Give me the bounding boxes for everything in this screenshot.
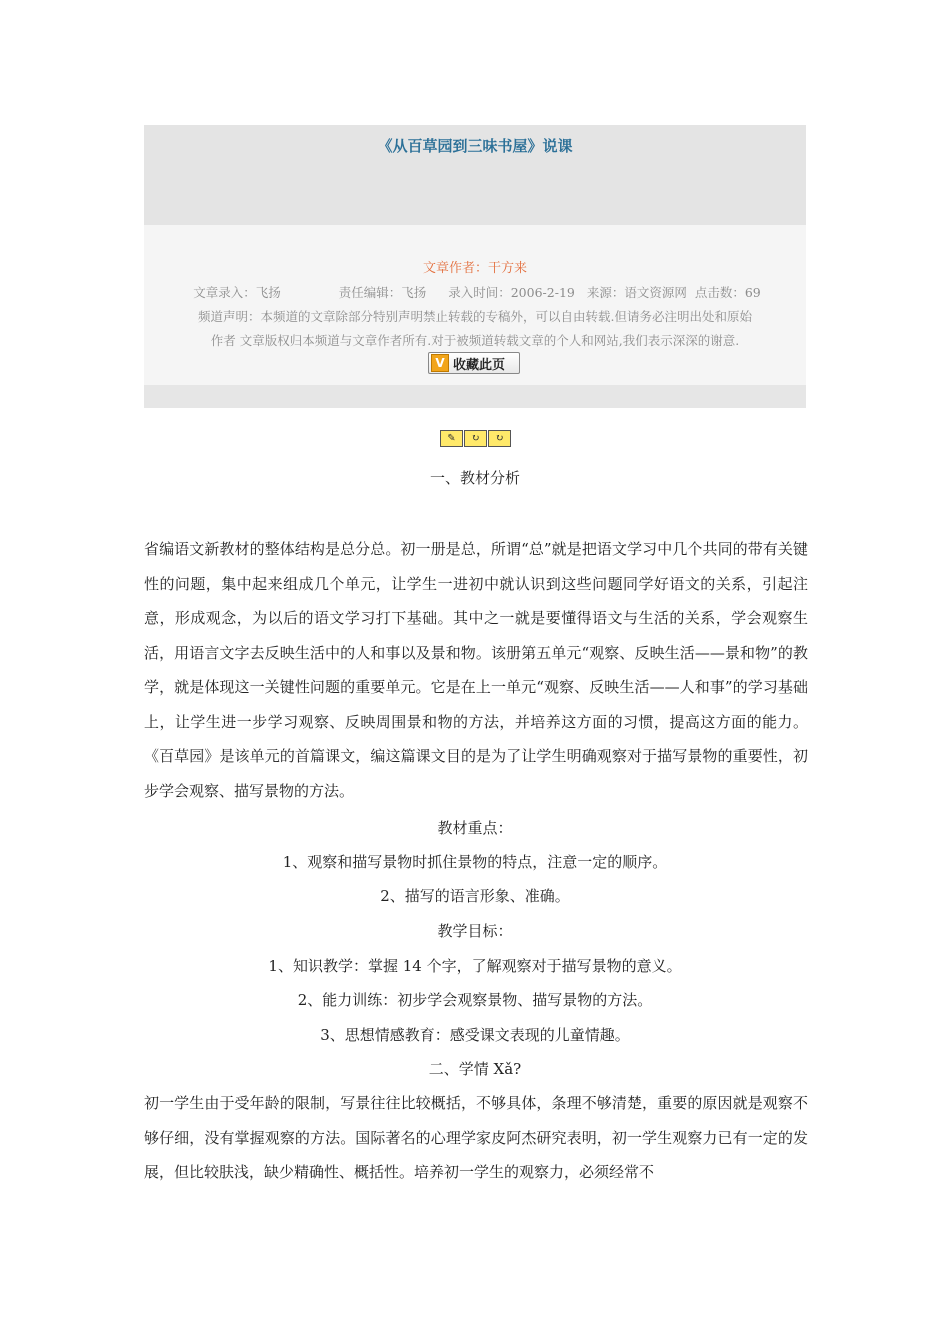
meta-clicks: 点击数：69	[694, 285, 761, 300]
channel-notice-line2: 作者 文章版权归本频道与文章作者所有.对于被频道转载文章的个人和网站,我们表示深深的谢意.	[210, 333, 740, 348]
key-point-2: 2、描写的语言形象、准确。	[380, 887, 570, 905]
refresh-icon[interactable]: ↻	[488, 430, 511, 447]
paragraph-2: 初一学生由于受年龄的限制，写景往往比较概括，不够具体，条理不够清楚，重要的原因就是观察不够仔细，没有掌握观察的方法。国际著名的心理学家皮阿杰研究表明，初一学生观察力已有一定的发展，但比较肤浅，缺少精确性、概括性。培养初一学生的观察力，必须经常不	[144, 1094, 808, 1181]
header-bottom-band	[144, 385, 806, 408]
article-info	[144, 225, 806, 385]
paragraph-1: 省编语文新教材的整体结构是总分总。初一册是总，所谓“总”就是把语文学习中几个共同的带有关键性的问题，集中起来组成几个单元，让学生一进初中就认识到这些问题同学好语文的关系，引起注意，形成观念，为以后的语文学习打下基础。其中之一就是要懂得语文与生活的关系，学会观察生活，用语言文字去反映生活中的人和事以及景和物。该册第五单元“观察、反映生活——景和物”的教学，就是体现这一关键性问题的重要单元。它是在上一单元“观察、反映生活——人和事”的学习基础上，让学生进一步学习观察、反映周围景和物的方法，并培养这方面的习惯，提高这方面的能力。《百草园》是该单元的首篇课文，编这篇课文目的是为了让学生明确观察对于描写景物的重要性，初步学会观察、描写景物的方法。	[144, 540, 808, 800]
article-title: 《从百草园到三味书屋》说课	[377, 137, 573, 155]
refresh-icon[interactable]: ↻	[464, 430, 487, 447]
goal-2: 2、能力训练：初步学会观察景物、描写景物的方法。	[297, 991, 653, 1009]
pen-icon[interactable]: ✎	[440, 430, 463, 447]
section-title-2: 二、学情 Xǎ?	[428, 1060, 522, 1078]
article-toolbar	[440, 430, 512, 447]
bookmark-label: 收藏此页	[453, 357, 506, 373]
article-author: 文章作者：干方来	[422, 261, 527, 276]
key-point-1: 1、观察和描写景物时抓住景物的特点，注意一定的顺序。	[282, 853, 668, 871]
channel-notice-line1: 频道声明：本频道的文章除部分特别声明禁止转载的专稿外，可以自由转载.但请务必注明出处和原始	[198, 309, 752, 324]
goal-1: 1、知识教学：掌握 14 个字，了解观察对于描写景物的意义。	[268, 957, 682, 975]
goal-3: 3、思想情感教育：感受课文表现的儿童情趣。	[320, 1026, 630, 1044]
bookmark-button[interactable]	[428, 352, 520, 374]
goals-title: 教学目标：	[437, 922, 513, 940]
section-title-1: 一、教材分析	[429, 469, 520, 487]
meta-time: 录入时间：2006-2-19	[448, 285, 575, 300]
article-header	[144, 125, 806, 408]
meta-source: 来源：语文资源网	[586, 285, 687, 300]
meta-entry: 文章录入：飞扬	[193, 285, 281, 300]
bookmark-icon: V	[431, 354, 449, 372]
article-meta	[144, 283, 806, 301]
title-band	[144, 125, 806, 225]
meta-editor: 责任编辑：飞扬	[338, 285, 427, 300]
key-points-title: 教材重点：	[437, 819, 513, 837]
